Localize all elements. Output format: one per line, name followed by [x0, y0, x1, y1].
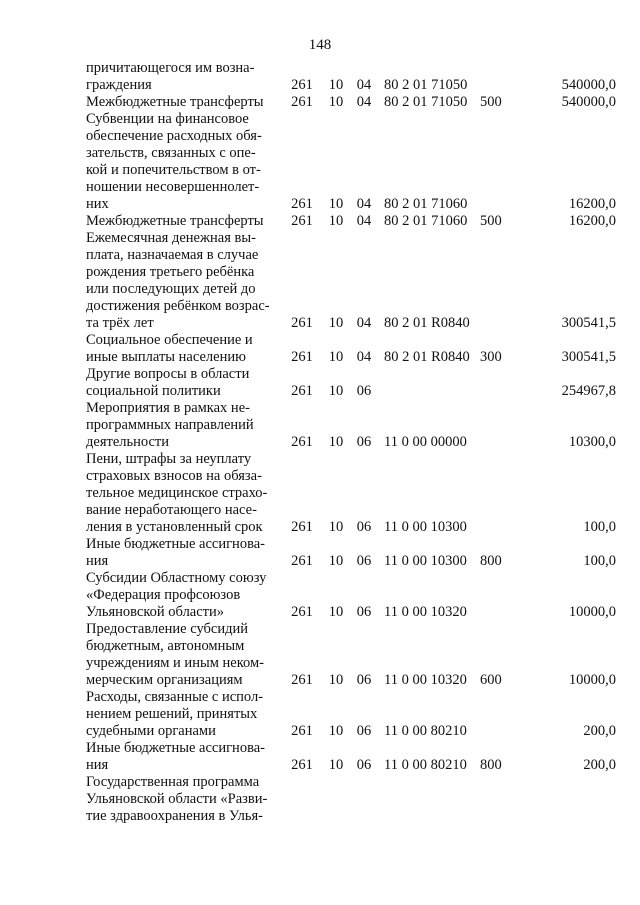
subsection-code: 04 [356, 94, 372, 110]
row-description [86, 366, 282, 400]
section-code: 10 [328, 77, 344, 93]
target-article-code: 11 0 00 10320 [384, 604, 467, 620]
subsection-code: 04 [356, 349, 372, 365]
admin-code: 261 [291, 672, 313, 688]
admin-code: 261 [291, 213, 313, 229]
description-line: Ульяновской области «Разви- [86, 791, 268, 807]
description-line: учреждениям и иным неком- [86, 655, 264, 671]
subsection-code: 06 [356, 604, 372, 620]
admin-code: 261 [291, 757, 313, 773]
description-line: Иные бюджетные ассигнова- [86, 536, 265, 552]
amount: 300541,5 [561, 349, 616, 365]
subsection-code: 06 [356, 553, 372, 569]
description-line: Субвенции на финансовое [86, 111, 249, 127]
section-code: 10 [328, 672, 344, 688]
amount: 540000,0 [561, 77, 616, 93]
table-row [86, 332, 616, 366]
row-description [86, 400, 282, 451]
target-article-code [378, 366, 480, 400]
description-line: Пени, штрафы за неуплату [86, 451, 252, 467]
amount [514, 774, 616, 825]
admin-code: 261 [291, 723, 313, 739]
subsection-code: 04 [356, 213, 372, 229]
description-line: Другие вопросы в области [86, 366, 250, 382]
table-row [86, 400, 616, 451]
subsection-code: 04 [356, 315, 372, 331]
expense-type-code: 800 [480, 757, 502, 773]
amount: 100,0 [583, 519, 616, 535]
target-article-code: 80 2 01 R0840 [384, 349, 470, 365]
section-code: 10 [328, 553, 344, 569]
section-code: 10 [328, 723, 344, 739]
admin-code: 261 [291, 349, 313, 365]
section-code: 10 [328, 383, 344, 399]
amount: 16200,0 [568, 196, 616, 212]
table-row [86, 570, 616, 621]
subsection-code: 04 [356, 77, 372, 93]
subsection-code: 06 [356, 672, 372, 688]
description-line: них [86, 196, 109, 212]
description-line: Социальное обеспечение и [86, 332, 253, 348]
admin-code [282, 774, 322, 825]
description-line: или последующих детей до [86, 281, 256, 297]
row-description [86, 230, 282, 332]
description-line: Расходы, связанные с испол- [86, 689, 264, 705]
subsection-code: 06 [356, 723, 372, 739]
section-code [322, 774, 350, 825]
expense-type-code: 600 [480, 672, 502, 688]
amount: 10000,0 [568, 604, 616, 620]
expense-type-code: 300 [480, 349, 502, 365]
description-line: зательств, связанных с опе- [86, 145, 256, 161]
target-article-code: 11 0 00 10300 [384, 519, 467, 535]
amount: 16200,0 [568, 213, 616, 229]
table-row [86, 366, 616, 400]
amount: 100,0 [583, 553, 616, 569]
description-line: иные выплаты населению [86, 349, 246, 365]
table-row [86, 740, 616, 774]
row-description [86, 94, 282, 111]
table-row [86, 94, 616, 111]
budget-table [86, 60, 616, 825]
row-description [86, 213, 282, 230]
amount: 254967,8 [561, 383, 616, 399]
description-line: рождения третьего ребёнка [86, 264, 255, 280]
expense-type-code [480, 60, 514, 94]
expense-type-code [480, 366, 514, 400]
expense-type-code: 500 [480, 213, 502, 229]
table-row [86, 111, 616, 213]
target-article-code: 80 2 01 71050 [384, 77, 468, 93]
section-code: 10 [328, 94, 344, 110]
subsection-code: 06 [356, 383, 372, 399]
target-article-code: 11 0 00 00000 [384, 434, 467, 450]
subsection-code: 06 [356, 757, 372, 773]
description-line: ления в установленный срок [86, 519, 263, 535]
target-article-code: 11 0 00 80210 [384, 723, 467, 739]
description-line: тельное медицинское страхо- [86, 485, 268, 501]
description-line: достижения ребёнком возрас- [86, 298, 270, 314]
description-line: тие здравоохранения в Улья- [86, 808, 263, 824]
admin-code: 261 [291, 77, 313, 93]
row-description [86, 621, 282, 689]
table-row [86, 621, 616, 689]
target-article-code: 11 0 00 10300 [384, 553, 467, 569]
expense-type-code [480, 774, 514, 825]
description-line: Иные бюджетные ассигнова- [86, 740, 265, 756]
description-line: программных направлений [86, 417, 254, 433]
subsection-code: 06 [356, 434, 372, 450]
target-article-code [378, 774, 480, 825]
amount: 300541,5 [561, 315, 616, 331]
description-line: Субсидии Областному союзу [86, 570, 267, 586]
admin-code: 261 [291, 315, 313, 331]
section-code: 10 [328, 349, 344, 365]
target-article-code: 11 0 00 80210 [384, 757, 467, 773]
table-row [86, 230, 616, 332]
amount: 200,0 [583, 757, 616, 773]
description-line: страховых взносов на обяза- [86, 468, 262, 484]
subsection-code: 04 [356, 196, 372, 212]
table-row [86, 60, 616, 94]
amount: 10300,0 [568, 434, 616, 450]
table-row [86, 536, 616, 570]
expense-type-code [480, 570, 514, 621]
amount: 10000,0 [568, 672, 616, 688]
description-line: мерческим организациям [86, 672, 243, 688]
amount: 540000,0 [561, 94, 616, 110]
target-article-code: 80 2 01 R0840 [384, 315, 470, 331]
section-code: 10 [328, 315, 344, 331]
subsection-code: 06 [356, 519, 372, 535]
row-description [86, 451, 282, 536]
admin-code: 261 [291, 434, 313, 450]
table-row [86, 451, 616, 536]
description-line: нением решений, принятых [86, 706, 258, 722]
description-line: судебными органами [86, 723, 216, 739]
description-line: деятельности [86, 434, 170, 450]
description-line: ношении несовершеннолет- [86, 179, 260, 195]
row-description [86, 740, 282, 774]
expense-type-code [480, 451, 514, 536]
description-line: граждения [86, 77, 152, 93]
expense-type-code [480, 400, 514, 451]
description-line: ния [86, 553, 109, 569]
budget-table-body [86, 60, 616, 825]
section-code: 10 [328, 434, 344, 450]
expense-type-code: 800 [480, 553, 502, 569]
table-row [86, 774, 616, 825]
description-line: Предоставление субсидий [86, 621, 249, 637]
expense-type-code: 500 [480, 94, 502, 110]
amount: 200,0 [583, 723, 616, 739]
admin-code: 261 [291, 519, 313, 535]
description-line: Межбюджетные трансферты [86, 213, 264, 229]
description-line: Ежемесячная денежная вы- [86, 230, 256, 246]
description-line: Ульяновской области» [86, 604, 225, 620]
subsection-code [350, 774, 378, 825]
admin-code: 261 [291, 553, 313, 569]
section-code: 10 [328, 604, 344, 620]
row-description [86, 536, 282, 570]
section-code: 10 [328, 519, 344, 535]
description-line: плата, назначаемая в случае [86, 247, 259, 263]
section-code: 10 [328, 757, 344, 773]
page-number: 148 [308, 37, 332, 53]
row-description [86, 689, 282, 740]
description-line: «Федерация профсоюзов [86, 587, 241, 603]
row-description [86, 570, 282, 621]
description-line: социальной политики [86, 383, 221, 399]
description-line: Мероприятия в рамках не- [86, 400, 250, 416]
description-line: Межбюджетные трансферты [86, 94, 264, 110]
expense-type-code [480, 230, 514, 332]
admin-code: 261 [291, 604, 313, 620]
row-description [86, 111, 282, 213]
description-line: та трёх лет [86, 315, 154, 331]
description-line: обеспечение расходных обя- [86, 128, 262, 144]
table-row [86, 689, 616, 740]
row-description [86, 332, 282, 366]
admin-code: 261 [291, 383, 313, 399]
admin-code: 261 [291, 196, 313, 212]
target-article-code: 80 2 01 71060 [384, 213, 468, 229]
description-line: вание неработающего насе- [86, 502, 257, 518]
description-line: бюджетным, автономным [86, 638, 245, 654]
expense-type-code [480, 689, 514, 740]
description-line: кой и попечительством в от- [86, 162, 261, 178]
description-line: Государственная программа [86, 774, 260, 790]
row-description [86, 60, 282, 94]
target-article-code: 80 2 01 71060 [384, 196, 468, 212]
section-code: 10 [328, 213, 344, 229]
admin-code: 261 [291, 94, 313, 110]
section-code: 10 [328, 196, 344, 212]
target-article-code: 11 0 00 10320 [384, 672, 467, 688]
table-row [86, 213, 616, 230]
row-description [86, 774, 282, 825]
description-line: ния [86, 757, 109, 773]
expense-type-code [480, 111, 514, 213]
description-line: причитающегося им возна- [86, 60, 255, 76]
target-article-code: 80 2 01 71050 [384, 94, 468, 110]
